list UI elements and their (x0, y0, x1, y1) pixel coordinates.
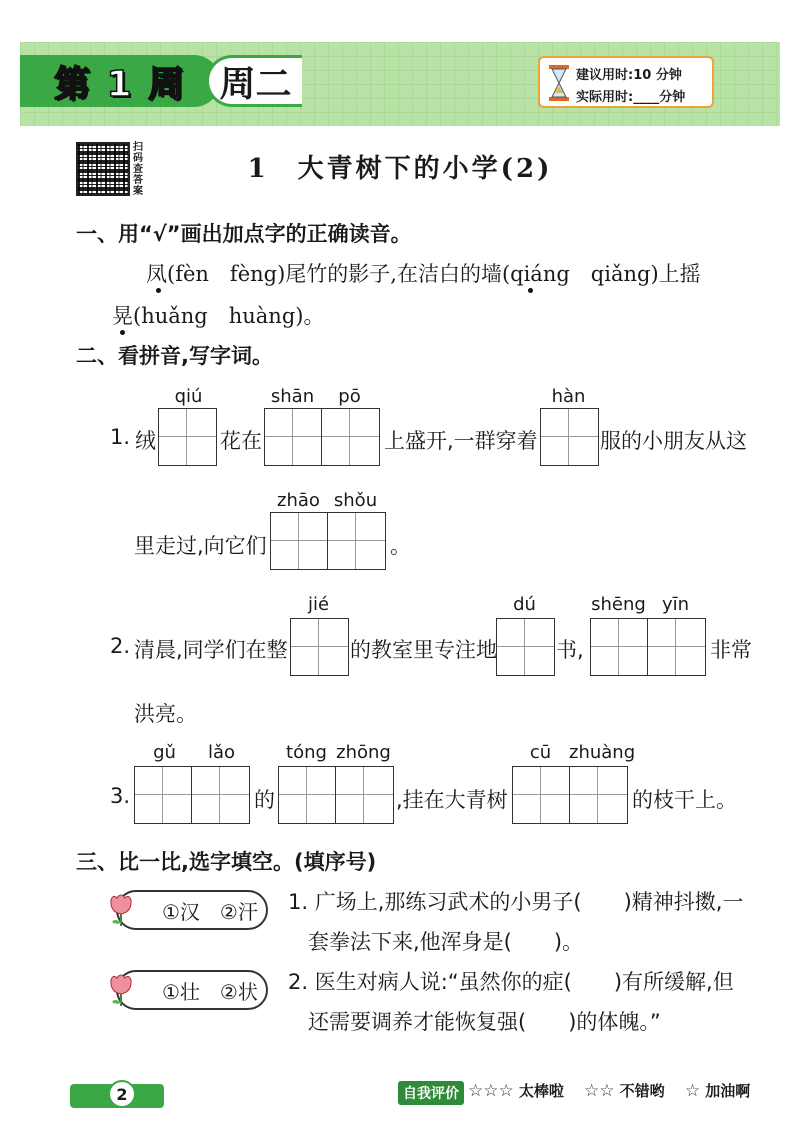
self-eval-options (468, 1080, 750, 1101)
grid-cell[interactable] (265, 409, 322, 465)
flower-icon (106, 972, 136, 1008)
question-text: 的 (254, 788, 275, 812)
emphasis-dot (156, 288, 161, 293)
answer-grid[interactable] (264, 408, 380, 466)
section1-line1: 凤(fèn fèng)尾竹的影子,在洁白的墙(qiáng qiǎng)上摇 (146, 262, 701, 286)
choice-pill-2 (116, 970, 268, 1010)
self-eval-tag: 自我评价 (398, 1081, 464, 1105)
eval-keep-going: 加油啊 (705, 1082, 751, 1100)
grid-cell[interactable] (322, 409, 379, 465)
grid-cell[interactable] (279, 767, 336, 823)
q1-line1: 1. 广场上,那练习武术的小男子( )精神抖擞,一 (288, 890, 744, 914)
day-label: 周二 (219, 63, 292, 105)
grid-cell[interactable] (497, 619, 554, 675)
eval-good: 不错哟 (619, 1082, 665, 1100)
pinyin: dú (513, 594, 536, 615)
grid-cell[interactable] (328, 513, 385, 569)
question-number: 3. (110, 784, 131, 808)
question-number: 2. (110, 634, 131, 658)
pinyin: zhōng (336, 742, 391, 763)
qr-label: 扫码查答案 (133, 142, 143, 197)
grid-cell[interactable] (591, 619, 648, 675)
question-text: 的枝干上。 (632, 788, 737, 812)
question-text: 清晨,同学们在整 (134, 638, 288, 662)
pinyin: pō (338, 386, 361, 407)
suggested-time: 建议用时:10 分钟 (576, 68, 682, 83)
pinyin: qiú (174, 386, 203, 407)
answer-grid[interactable] (158, 408, 217, 466)
week-label: 第 1 周 (53, 63, 187, 105)
question-text: 绒 (135, 429, 156, 453)
grid-cell[interactable] (192, 767, 249, 823)
pinyin: lǎo (207, 742, 236, 763)
question-text: 上盛开,一群穿着 (384, 429, 538, 453)
eval-great: 太棒啦 (518, 1082, 564, 1100)
choice-pair: ①汉 ②汗 (162, 899, 258, 924)
question-text: 非常 (710, 638, 752, 662)
answer-grid[interactable] (496, 618, 555, 676)
pinyin: zhāo (277, 490, 320, 511)
section1-line2: 晃(huǎng huàng)。 (112, 304, 325, 328)
star-icon[interactable]: ☆ (684, 1081, 701, 1101)
q2-line2: 还需要调养才能恢复强( )的体魄。” (308, 1010, 661, 1034)
emphasis-dot (120, 330, 125, 335)
grid-cell[interactable] (513, 767, 570, 823)
question-text: 的教室里专注地 (350, 638, 497, 662)
choice-pair: ①壮 ②状 (162, 979, 258, 1004)
grid-cell[interactable] (336, 767, 393, 823)
question-text: 书, (556, 638, 584, 662)
week-tab (20, 55, 220, 107)
star-icon[interactable]: ☆ (584, 1081, 600, 1101)
pinyin: yīn (661, 594, 690, 615)
page-number: 2 (108, 1080, 136, 1108)
pinyin: shǒu (333, 490, 378, 511)
pinyin: gǔ (153, 742, 176, 763)
pinyin: cū (529, 742, 552, 763)
star-icon[interactable]: ☆ (599, 1081, 615, 1101)
question-text: 服的小朋友从这 (600, 429, 747, 453)
question-text: 洪亮。 (134, 702, 197, 726)
actual-time: 实际用时:____分钟 (576, 90, 686, 105)
section1-heading: 一、用“√”画出加点字的正确读音。 (76, 222, 412, 246)
pinyin: shēng (591, 594, 646, 615)
pinyin: shān (270, 386, 315, 407)
star-icon[interactable]: ☆ (498, 1081, 514, 1101)
pinyin: hàn (551, 386, 586, 407)
day-tab (206, 55, 302, 107)
grid-cell[interactable] (570, 767, 627, 823)
pinyin: jié (307, 594, 330, 615)
pinyin: zhuàng (569, 742, 636, 763)
emphasis-dot (528, 288, 533, 293)
answer-grid[interactable] (134, 766, 250, 824)
grid-cell[interactable] (135, 767, 192, 823)
question-text: 花在 (220, 429, 262, 453)
grid-cell[interactable] (648, 619, 705, 675)
q1-line2: 套拳法下来,他浑身是( )。 (308, 930, 584, 954)
question-text: ,挂在大青树 (396, 788, 508, 812)
lesson-title: 1 大青树下的小学(2) (247, 154, 553, 184)
question-number: 1. (110, 425, 131, 449)
pinyin: tóng (286, 742, 327, 763)
question-text: 。 (390, 534, 411, 558)
answer-grid[interactable] (270, 512, 386, 570)
hourglass-icon (548, 64, 570, 102)
grid-cell[interactable] (291, 619, 348, 675)
q2-line1: 2. 医生对病人说:“虽然你的症( )有所缓解,但 (288, 970, 734, 994)
grid-cell[interactable] (541, 409, 598, 465)
question-text: 里走过,向它们 (134, 534, 267, 558)
section2-heading: 二、看拼音,写字词。 (76, 344, 273, 368)
answer-grid[interactable] (512, 766, 628, 824)
answer-grid[interactable] (278, 766, 394, 824)
star-icon[interactable]: ☆ (468, 1081, 484, 1101)
star-icon[interactable]: ☆ (483, 1081, 499, 1101)
time-box (538, 56, 714, 108)
flower-icon (106, 892, 136, 928)
section3-heading: 三、比一比,选字填空。(填序号) (76, 850, 377, 874)
answer-grid[interactable] (540, 408, 599, 466)
answer-grid[interactable] (290, 618, 349, 676)
choice-pill-1 (116, 890, 268, 930)
grid-cell[interactable] (271, 513, 328, 569)
grid-cell[interactable] (159, 409, 216, 465)
answer-grid[interactable] (590, 618, 706, 676)
